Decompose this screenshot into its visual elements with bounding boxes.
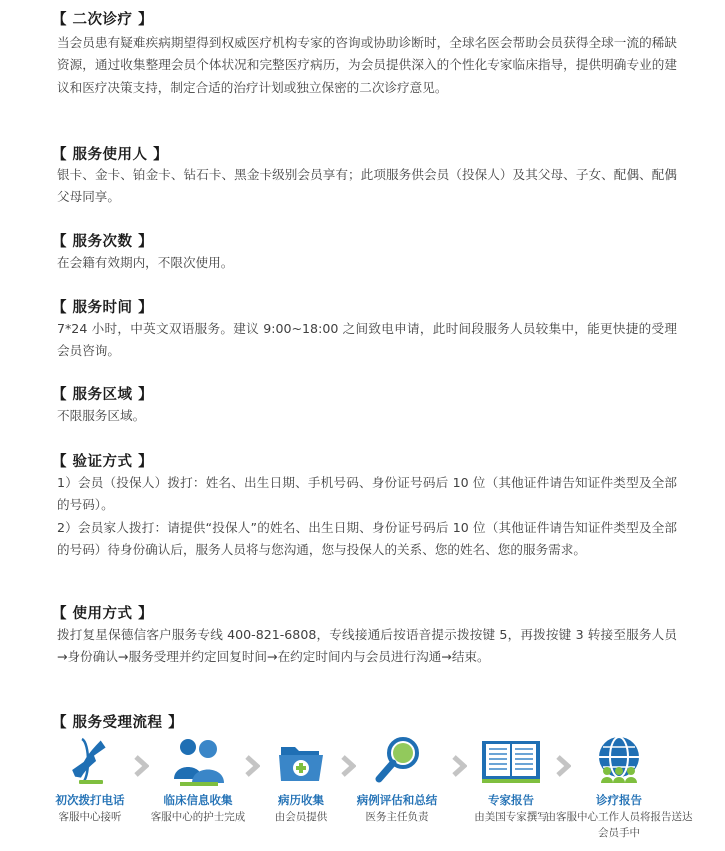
section-body-second-opinion [57,32,677,99]
flow-step-desc: 由客服中心工作人员将报告送达会员手中 [545,811,693,839]
section-title-usage: 【 使用方式 】 [52,606,154,622]
flow-step-desc: 客服中心接听 [58,811,122,823]
section-title-verification: 【 验证方式 】 [52,454,154,470]
medical-folder-icon [271,733,331,789]
flow-step-label: 专家报告 [488,793,534,807]
flow-step-first-call [35,733,145,843]
magnifier-icon [367,733,427,789]
flow-step-assessment [342,733,452,843]
paragraph: 7*24 小时，中英文双语服务。建议 9:00~18:00 之间致电申请，此时间段服务人员较集中，能更快捷的受理会员咨询。 [57,321,677,359]
paragraph: 1）会员（投保人）拨打：姓名、出生日期、手机号码、身份证号码后 10 位（其他证件请告知证件类型及全部的号码）。 [57,475,677,513]
section-title-second-opinion: 【 二次诊疗 】 [52,12,154,28]
section-title-service-area: 【 服务区域 】 [52,387,154,403]
flow-step-desc: 由美国专家撰写 [474,811,548,823]
paragraph: 2）会员家人拨打：请提供“投保人”的姓名、出生日期、身份证号码后 10 位（其他证件请告知证件类型及全部的号码）待身份确认后，服务人员将与您沟通，您与投保人的关系、您的姓名、您的服务需求。 [57,519,677,557]
section-body-service-count [57,252,677,274]
flow-step-label: 临床信息收集 [163,793,233,807]
flow-step-diagnosis-report [545,733,693,843]
open-book-icon [476,733,546,789]
section-title-process-flow: 【 服务受理流程 】 [52,715,184,731]
paragraph: 当会员患有疑难疾病期望得到权威医疗机构专家的咨询或协助诊断时，全球名医会帮助会员获得全球一流的稀缺资源，通过收集整理会员个体状况和完整医疗病历，为会员提供深入的个性化专家临床指导，提供明确专业的建议和医疗决策支持，制定合适的治疗计划或独立保密的二次诊疗意见。 [57,35,677,95]
flow-step-records [246,733,356,843]
section-title-service-users: 【 服务使用人 】 [52,147,169,163]
people-icon [166,733,230,789]
section-body-verification [57,472,677,561]
flow-step-label: 初次拨打电话 [55,793,125,807]
section-title-service-count: 【 服务次数 】 [52,234,154,250]
paragraph: 不限服务区域。 [57,408,146,423]
paragraph: 银卡、金卡、铂金卡、钻石卡、黑金卡级别会员享有；此项服务供会员（投保人）及其父母、子女、配偶、配偶父母同享。 [57,167,677,205]
flow-step-label: 病历收集 [278,793,324,807]
paragraph: 拨打复星保德信客户服务专线 400-821-6808，专线接通后按语音提示拨按键 5，再拨按键 3 转接至服务人员→身份确认→服务受理并约定回复时间→在约定时间内与会员进行沟通→结束。 [57,627,677,665]
flow-step-desc: 医务主任负责 [365,811,429,823]
flow-step-clinical-info [143,733,253,843]
section-body-service-time [57,318,677,363]
section-body-usage [57,624,677,669]
section-body-service-users [57,164,677,209]
phone-icon [60,733,120,789]
section-title-service-time: 【 服务时间 】 [52,300,154,316]
flow-step-desc: 由会员提供 [274,811,328,823]
paragraph: 在会籍有效期内，不限次使用。 [57,255,234,270]
flow-step-label: 病例评估和总结 [356,793,438,807]
globe-people-icon [589,733,649,789]
flow-step-label: 诊疗报告 [596,793,642,807]
section-body-service-area [57,405,677,427]
process-flow [40,733,700,843]
flow-step-desc: 客服中心的护士完成 [150,811,246,823]
